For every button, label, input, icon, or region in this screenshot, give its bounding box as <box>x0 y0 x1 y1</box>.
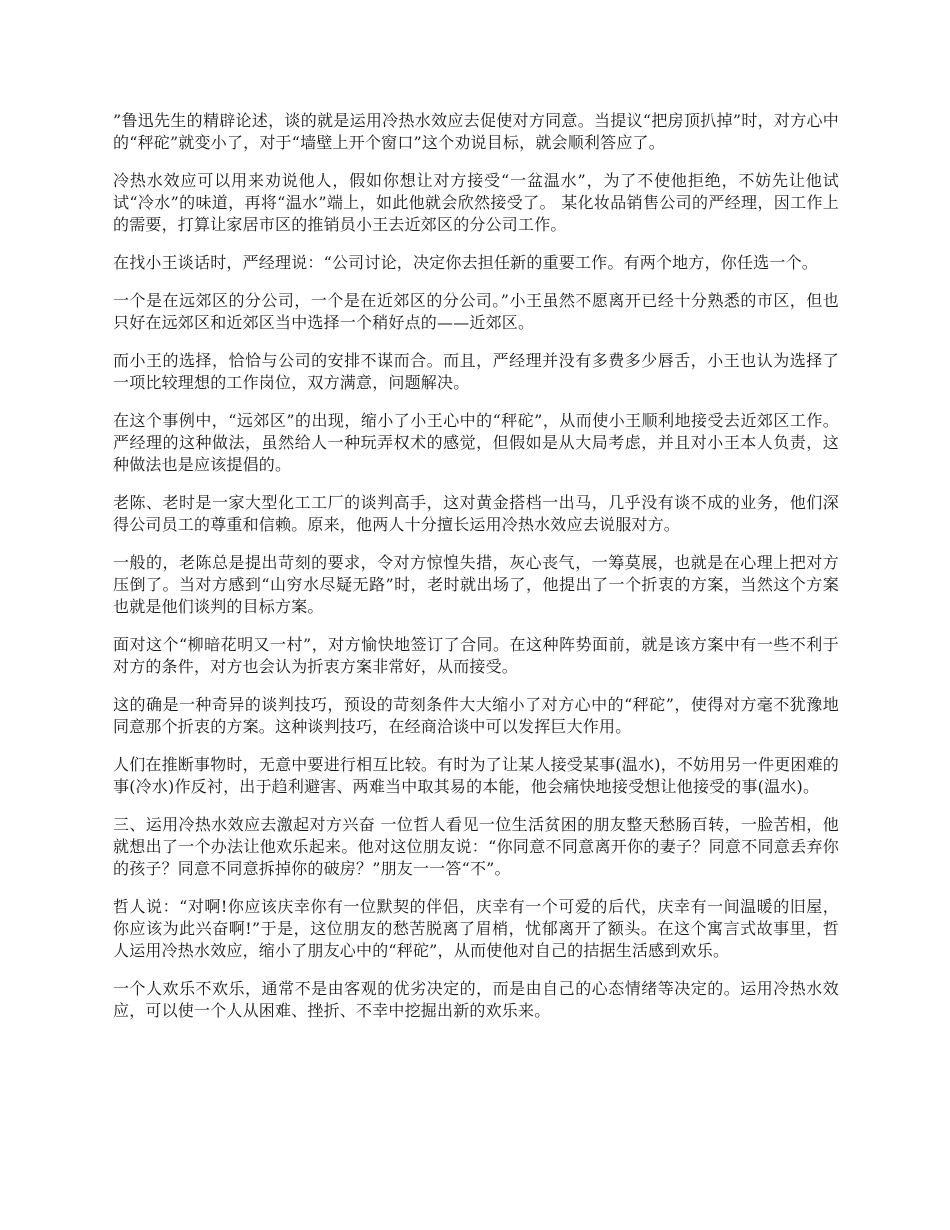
paragraph: 在找小王谈话时，严经理说：“公司讨论，决定你去担任新的重要工作。有两个地方，你任选一个。 <box>113 253 818 272</box>
paragraph: 一般的，老陈总是提出苛刻的要求，令对方惊惶失措，灰心丧气，一筹莫展，也就是在心理上把对方压倒了。当对方感到“山穷水尽疑无路”时，老时就出场了，他提出了一个折衷的方案，当然这个方案也就是他们谈判的目标方案。 <box>113 553 839 616</box>
paragraph: 人们在推断事物时，无意中要进行相互比较。有时为了让某人接受某事(温水)，不妨用另一件更困难的事(冷水)作反衬，出于趋利避害、两难当中取其易的本能，他会痛快地接受想让他接受的事(温水)。 <box>113 755 839 796</box>
paragraph: 一个是在远郊区的分公司，一个是在近郊区的分公司。”小王虽然不愿离开已经十分熟悉的市区，但也只好在远郊区和近郊区当中选择一个稍好点的——近郊区。 <box>113 291 839 332</box>
paragraph: 这的确是一种奇异的谈判技巧，预设的苛刻条件大大缩小了对方心中的“秤砣”，使得对方毫不犹豫地同意那个折衷的方案。这种谈判技巧，在经商洽谈中可以发挥巨大作用。 <box>113 695 839 736</box>
paragraph: 一个人欢乐不欢乐，通常不是由客观的优劣决定的，而是由自己的心态情绪等决定的。运用冷热水效应，可以使一个人从困难、挫折、不幸中挖掘出新的欢乐来。 <box>113 979 839 1020</box>
paragraph: 面对这个“柳暗花明又一村”，对方愉快地签订了合同。在这种阵势面前，就是该方案中有一些不利于对方的条件，对方也会认为折衷方案非常好，从而接受。 <box>113 635 839 676</box>
paragraph: 三、运用冷热水效应去激起对方兴奋 一位哲人看见一位生活贫困的朋友整天愁肠百转，一脸苦相，他就想出了一个办法让他欢乐起来。他对这位朋友说：“你同意不同意离开你的妻子？同意不同意丢弃你的孩子？同意不同意拆掉你的破房？”朋友一一答“不”。 <box>113 815 839 878</box>
paragraph: 哲人说：“对啊!你应该庆幸你有一位默契的伴侣，庆幸有一个可爱的后代，庆幸有一间温暖的旧屋，你应该为此兴奋啊!”于是，这位朋友的愁苦脱离了眉梢，忧郁离开了额头。在这个寓言式故事里，哲人运用冷热水效应，缩小了朋友心中的“秤砣”，从而使他对自己的拮据生活感到欢乐。 <box>113 897 839 960</box>
paragraph: 在这个事例中，“远郊区”的出现，缩小了小王心中的“秤砣”，从而使小王顺利地接受去近郊区工作。严经理的这种做法，虽然给人一种玩弄权术的感觉，但假如是从大局考虑，并且对小王本人负责，这种做法也是应该提倡的。 <box>113 411 839 474</box>
paragraph: ”鲁迅先生的精辟论述，谈的就是运用冷热水效应去促使对方同意。当提议“把房顶扒掉”时，对方心中的“秤砣”就变小了，对于“墙壁上开个窗口”这个劝说目标，就会顺利答应了。 <box>113 111 839 152</box>
paragraph: 而小王的选择，恰恰与公司的安排不谋而合。而且，严经理并没有多费多少唇舌，小王也认为选择了一项比较理想的工作岗位，双方满意，问题解决。 <box>113 351 839 392</box>
paragraph: 冷热水效应可以用来劝说他人，假如你想让对方接受“一盆温水”，为了不使他拒绝，不妨先让他试试“冷水”的味道，再将“温水”端上，如此他就会欣然接受了。 某化妆品销售公司的严经理，因工作上的需要，打算让家居市区的推销员小王去近郊区的分公司工作。 <box>113 171 839 234</box>
paragraph: 老陈、老时是一家大型化工工厂的谈判高手，这对黄金搭档一出马，几乎没有谈不成的业务，他们深得公司员工的尊重和信赖。原来，他两人十分擅长运用冷热水效应去说服对方。 <box>113 493 839 534</box>
document-body <box>113 110 839 1038</box>
